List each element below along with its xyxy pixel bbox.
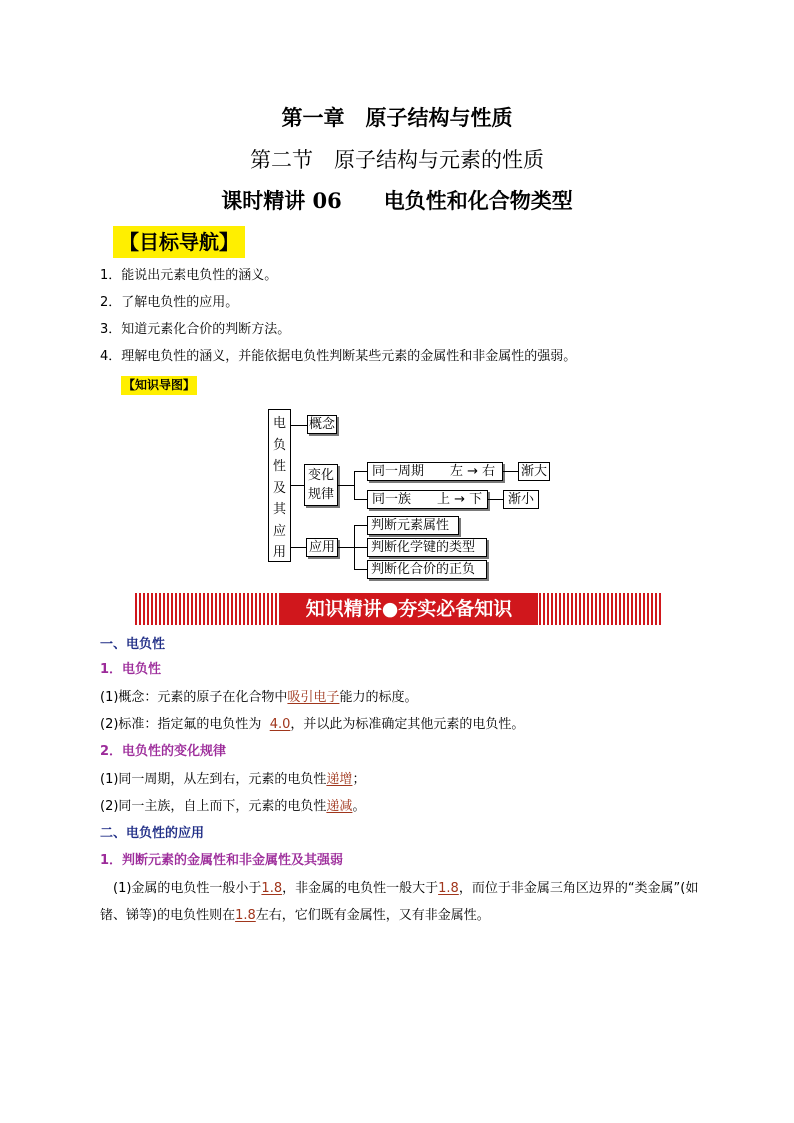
subheading-trend: 2．电负性的变化规律 bbox=[100, 744, 227, 759]
mindmap-group: 同一族 上 → 下 bbox=[367, 490, 488, 509]
mindmap-app-item: 判断元素属性 bbox=[367, 516, 459, 535]
paragraph-metal-rule: (1)金属的电负性一般小于1.8，非金属的电负性一般大于1.8，而位于非金属三角区边界的“类金属”(如 bbox=[113, 881, 699, 896]
answer-blank: 递减 bbox=[326, 799, 353, 814]
mindmap-period: 同一周期 左 → 右 bbox=[367, 462, 503, 481]
goal-badge: 【目标导航】 bbox=[113, 226, 245, 258]
mindmap-app-item: 判断化学键的类型 bbox=[367, 538, 487, 557]
section-title: 第二节 原子结构与元素的性质 bbox=[250, 148, 544, 172]
answer-blank: 吸引电子 bbox=[287, 690, 340, 705]
mindmap-decrease: 渐小 bbox=[503, 490, 539, 509]
heading-electronegativity: 一、电负性 bbox=[100, 637, 166, 652]
section-banner: 知识精讲●夯实必备知识 bbox=[280, 593, 538, 625]
paragraph-metalloid: 锗、锑等)的电负性则在1.8左右，它们既有金属性，又有非金属性。 bbox=[100, 908, 490, 923]
goal-item: 1．能说出元素电负性的涵义。 bbox=[100, 268, 278, 283]
mindmap-app-item: 判断化合价的正负 bbox=[367, 560, 487, 579]
mindmap-badge: 【知识导图】 bbox=[121, 376, 197, 395]
answer-blank: 4.0 bbox=[269, 717, 291, 732]
answer-blank: 1.8 bbox=[235, 908, 256, 923]
mindmap-change: 变化规律 bbox=[304, 464, 338, 506]
mindmap-concept: 概念 bbox=[308, 417, 335, 432]
mindmap-application: 应用 bbox=[306, 538, 338, 557]
subheading-electronegativity: 1．电负性 bbox=[100, 662, 162, 677]
chapter-title: 第一章 原子结构与性质 bbox=[281, 105, 513, 130]
mindmap-root: 电负性及其应用 bbox=[268, 409, 291, 562]
paragraph-standard: (2)标准：指定氟的电负性为 4.0，并以此为标准确定其他元素的电负性。 bbox=[100, 717, 525, 732]
answer-blank: 1.8 bbox=[261, 881, 283, 896]
paragraph-period-trend: (1)同一周期，从左到右，元素的电负性递增； bbox=[100, 772, 366, 787]
subheading-metallicity: 1．判断元素的金属性和非金属性及其强弱 bbox=[100, 853, 344, 868]
paragraph-group-trend: (2)同一主族，自上而下，元素的电负性递减。 bbox=[100, 799, 366, 814]
paragraph-concept: (1)概念：元素的原子在化合物中吸引电子能力的标度。 bbox=[100, 690, 418, 705]
goal-item: 4．理解电负性的涵义，并能依据电负性判断某些元素的金属性和非金属性的强弱。 bbox=[100, 349, 577, 364]
lesson-title bbox=[0, 185, 794, 215]
lesson-number: 课时精讲 06 bbox=[221, 188, 342, 213]
heading-application: 二、电负性的应用 bbox=[100, 826, 205, 841]
answer-blank: 1.8 bbox=[438, 881, 459, 896]
goal-item: 3．知道元素化合价的判断方法。 bbox=[100, 322, 291, 337]
goal-item: 2．了解电负性的应用。 bbox=[100, 295, 239, 310]
answer-blank: 递增 bbox=[326, 772, 353, 787]
lesson-topic: 电负性和化合物类型 bbox=[383, 188, 573, 213]
goal-list bbox=[100, 262, 740, 370]
mindmap-increase: 渐大 bbox=[518, 462, 550, 481]
